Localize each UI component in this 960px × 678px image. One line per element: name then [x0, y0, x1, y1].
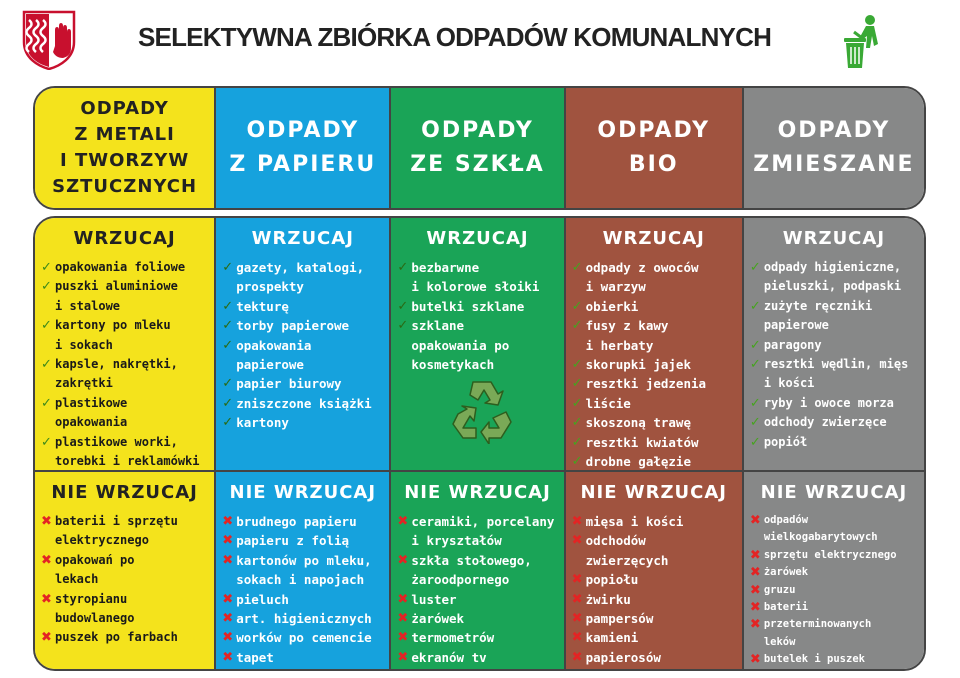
cross-icon: ✖ [571, 649, 583, 665]
forbidden-list [744, 512, 924, 669]
forbidden-item [220, 648, 387, 667]
allowed-item [570, 452, 740, 471]
check-icon: ✓ [222, 298, 234, 314]
recycling-bin-icon [840, 14, 888, 70]
allowed-item [570, 258, 740, 297]
cross-icon: ✖ [749, 600, 761, 616]
cross-icon: ✖ [749, 547, 761, 563]
item-text: opakowań po lekach [55, 552, 135, 587]
allowed-heading: WRZUCAJ [251, 228, 354, 249]
forbidden-section [566, 470, 742, 669]
category-szklo [391, 88, 565, 208]
forbidden-heading: NIE WRZUCAJ [580, 482, 727, 503]
category-title: ODPADY ZE SZKŁA [410, 118, 545, 177]
allowed-item [748, 258, 922, 297]
rules-panel [33, 216, 926, 671]
forbidden-section [744, 470, 924, 669]
item-text: worków po cemencie [236, 630, 372, 646]
check-icon: ✓ [222, 337, 234, 353]
check-icon: ✓ [222, 415, 234, 431]
check-icon: ✓ [571, 318, 583, 334]
item-text: odchodów zwierzęcych [585, 533, 669, 568]
municipal-crest-icon [22, 10, 76, 70]
item-text: baterii [763, 601, 809, 614]
check-icon: ✓ [749, 415, 761, 431]
check-icon: ✓ [397, 260, 409, 275]
forbidden-item [220, 531, 387, 550]
item-text: ceramiki, porcelany i kryształów [411, 514, 555, 549]
item-text: papierosów [585, 649, 661, 665]
allowed-item [748, 394, 922, 413]
item-text: żwirku [585, 591, 631, 607]
allowed-item [220, 258, 387, 297]
forbidden-section [35, 470, 214, 669]
cross-icon: ✖ [222, 611, 234, 627]
forbidden-item [748, 651, 922, 668]
cross-icon: ✖ [222, 514, 234, 529]
allowed-item [395, 316, 561, 374]
item-text: kartony [236, 415, 289, 431]
allowed-item [570, 433, 740, 452]
allowed-item [39, 355, 212, 394]
cross-icon: ✖ [222, 533, 234, 549]
check-icon: ✓ [397, 318, 409, 334]
cross-icon: ✖ [571, 572, 583, 588]
item-text: żarówek [411, 611, 465, 627]
forbidden-item [395, 628, 561, 647]
forbidden-item [570, 512, 740, 531]
allowed-list [35, 258, 214, 471]
item-text: brudnego papieru [236, 514, 357, 529]
check-icon: ✓ [41, 357, 52, 373]
allowed-item [220, 316, 387, 335]
cross-icon: ✖ [222, 591, 234, 607]
cross-icon: ✖ [397, 611, 409, 627]
item-text: papieru z folią [236, 533, 350, 549]
item-text: plastikowe opakowania [55, 395, 128, 430]
item-text: resztki jedzenia [585, 376, 707, 392]
check-icon: ✓ [41, 434, 52, 450]
forbidden-item [220, 512, 387, 531]
allowed-item [39, 316, 212, 355]
check-icon: ✓ [571, 376, 583, 392]
allowed-item [395, 258, 561, 297]
forbidden-item [395, 551, 561, 590]
item-text: resztki wędlin, mięs i kości [763, 357, 909, 391]
cross-icon: ✖ [749, 617, 761, 633]
item-text: butelek i puszek [763, 653, 865, 666]
forbidden-item [39, 590, 212, 629]
forbidden-item [570, 590, 740, 609]
item-text: ryby i owoce morza [763, 395, 894, 410]
allowed-section [391, 218, 563, 470]
forbidden-item [220, 590, 387, 609]
item-text: bezbarwne i kolorowe słoiki [411, 260, 540, 295]
item-text: pieluch [236, 591, 289, 607]
allowed-item [220, 394, 387, 413]
allowed-item [220, 336, 387, 375]
check-icon: ✓ [222, 395, 234, 411]
check-icon: ✓ [571, 260, 583, 275]
allowed-list [744, 258, 924, 452]
allowed-item [220, 374, 387, 393]
allowed-section [35, 218, 214, 470]
item-text: tekturę [236, 298, 289, 314]
cross-icon: ✖ [571, 611, 583, 627]
category-title: ODPADY BIO [597, 118, 711, 177]
item-text: torby papierowe [236, 318, 350, 334]
item-text: odpady z owoców i warzyw [585, 260, 699, 295]
item-text: paragony [763, 337, 822, 352]
cross-icon: ✖ [397, 630, 409, 646]
forbidden-item [748, 547, 922, 564]
cross-icon: ✖ [41, 630, 52, 646]
item-text: obierki [585, 298, 639, 314]
forbidden-item [570, 531, 740, 570]
forbidden-item [748, 512, 922, 547]
check-icon: ✓ [571, 434, 583, 450]
item-text: kartonów po mleku, sokach i napojach [236, 552, 372, 588]
item-text: kamieni [585, 630, 639, 646]
category-papier [216, 88, 391, 208]
category-bio [566, 88, 744, 208]
forbidden-item [748, 564, 922, 581]
forbidden-item [39, 628, 212, 647]
check-icon: ✓ [749, 434, 761, 450]
check-icon: ✓ [749, 395, 761, 411]
item-text: fusy z kawy i herbaty [585, 318, 669, 353]
forbidden-list [391, 512, 563, 667]
forbidden-heading: NIE WRZUCAJ [51, 482, 198, 503]
category-title: ODPADY Z PAPIERU [229, 118, 377, 177]
allowed-item [39, 394, 212, 433]
allowed-item [39, 433, 212, 472]
forbidden-item [570, 648, 740, 667]
forbidden-item [748, 582, 922, 599]
forbidden-item [570, 570, 740, 589]
allowed-heading: WRZUCAJ [602, 228, 705, 249]
check-icon: ✓ [749, 357, 761, 373]
recycle-symbol-icon [451, 378, 513, 444]
item-text: skorupki jajek [585, 357, 691, 373]
forbidden-item [220, 551, 387, 590]
allowed-item [220, 297, 387, 316]
item-text: termometrów [411, 630, 495, 646]
item-text: tapet [236, 649, 274, 665]
check-icon: ✓ [41, 279, 52, 295]
item-text: gruzu [763, 583, 796, 596]
allowed-item [570, 394, 740, 413]
item-text: popiołu [585, 572, 639, 588]
item-text: styropianu budowlanego [55, 591, 135, 626]
rules-column-szklo [391, 218, 565, 669]
cross-icon: ✖ [222, 630, 234, 646]
item-text: gazety, katalogi, prospekty [236, 260, 365, 295]
check-icon: ✓ [222, 318, 234, 334]
allowed-item [570, 297, 740, 316]
cross-icon: ✖ [222, 649, 234, 665]
item-text: zniszczone książki [236, 395, 372, 411]
allowed-item [570, 316, 740, 355]
cross-icon: ✖ [397, 649, 409, 665]
item-text: kapsle, nakrętki, zakrętki [55, 357, 178, 391]
item-text: art. higienicznych [236, 611, 372, 627]
item-text: liście [585, 395, 631, 411]
cross-icon: ✖ [41, 591, 52, 607]
cross-icon: ✖ [749, 652, 761, 668]
forbidden-heading: NIE WRZUCAJ [229, 482, 377, 503]
check-icon: ✓ [749, 260, 761, 275]
forbidden-list [35, 512, 214, 648]
check-icon: ✓ [41, 395, 52, 411]
rules-column-papier [216, 218, 391, 669]
item-text: kartony po mleku i sokach [55, 318, 171, 352]
header [0, 0, 960, 80]
check-icon: ✓ [571, 415, 583, 431]
forbidden-item [570, 628, 740, 647]
forbidden-section [391, 470, 563, 669]
item-text: ekranów tv [411, 649, 487, 665]
category-title: ODPADY ZMIESZANE [753, 118, 915, 177]
cross-icon: ✖ [749, 582, 761, 598]
allowed-item [748, 336, 922, 355]
cross-icon: ✖ [397, 552, 409, 568]
check-icon: ✓ [222, 376, 234, 392]
allowed-item [39, 258, 212, 277]
cross-icon: ✖ [41, 514, 52, 529]
item-text: opakowania foliowe [55, 260, 186, 274]
forbidden-item [395, 609, 561, 628]
check-icon: ✓ [41, 318, 52, 334]
allowed-item [748, 433, 922, 452]
forbidden-list [216, 512, 389, 667]
item-text: odpadów wielkogabarytowych [763, 514, 878, 544]
check-icon: ✓ [222, 260, 234, 275]
forbidden-item [220, 609, 387, 628]
cross-icon: ✖ [571, 533, 583, 549]
allowed-item [220, 413, 387, 432]
item-text: zużyte ręczniki papierowe [763, 298, 873, 333]
forbidden-item [748, 616, 922, 651]
allowed-list [566, 258, 742, 471]
check-icon: ✓ [571, 298, 583, 314]
check-icon: ✓ [749, 337, 761, 353]
cross-icon: ✖ [749, 513, 761, 528]
item-text: odchody zwierzęce [763, 415, 887, 430]
item-text: papier biurowy [236, 376, 342, 392]
item-text: butelki szklane [411, 298, 525, 314]
item-text: baterii i sprzętu elektrycznego [55, 514, 178, 548]
forbidden-item [748, 599, 922, 616]
allowed-heading: WRZUCAJ [426, 228, 529, 249]
item-text: skoszoną trawę [585, 415, 691, 431]
allowed-heading: WRZUCAJ [73, 228, 176, 249]
allowed-section [216, 218, 389, 470]
forbidden-item [395, 648, 561, 667]
allowed-list [391, 258, 563, 374]
allowed-list [216, 258, 389, 433]
item-text: odpady higieniczne, pieluszki, podpaski [763, 260, 902, 294]
rules-column-bio [566, 218, 744, 669]
item-text: resztki kwiatów [585, 434, 699, 450]
forbidden-item [570, 609, 740, 628]
item-text: sprzętu elektrycznego [763, 548, 897, 561]
check-icon: ✓ [571, 395, 583, 411]
cross-icon: ✖ [222, 552, 234, 568]
item-text: puszek po farbach [55, 630, 178, 645]
category-metale [35, 88, 216, 208]
allowed-item [570, 355, 740, 374]
check-icon: ✓ [571, 357, 583, 373]
forbidden-heading: NIE WRZUCAJ [404, 482, 551, 503]
forbidden-item [39, 551, 212, 590]
allowed-heading: WRZUCAJ [782, 228, 886, 249]
item-text: popiół [763, 434, 808, 449]
cross-icon: ✖ [571, 514, 583, 529]
item-text: puszki aluminiowe i stalowe [55, 279, 178, 313]
category-header-panel [33, 86, 926, 210]
allowed-item [570, 413, 740, 432]
allowed-item [395, 297, 561, 316]
item-text: szkła stołowego, żaroodpornego [411, 552, 532, 588]
item-text: żarówek [763, 566, 809, 579]
cross-icon: ✖ [571, 591, 583, 607]
allowed-item [748, 413, 922, 432]
forbidden-heading: NIE WRZUCAJ [760, 482, 908, 503]
item-text: mięsa i kości [585, 514, 684, 529]
allowed-item [570, 374, 740, 393]
forbidden-item [395, 590, 561, 609]
cross-icon: ✖ [397, 591, 409, 607]
forbidden-item [395, 512, 561, 551]
forbidden-list [566, 512, 742, 667]
rules-column-metale [35, 218, 216, 669]
allowed-section [566, 218, 742, 470]
cross-icon: ✖ [571, 630, 583, 646]
allowed-item [39, 277, 212, 316]
category-title: ODPADY Z METALI I TWORZYW SZTUCZNYCH [52, 98, 198, 197]
forbidden-section [216, 470, 389, 669]
allowed-item [748, 297, 922, 336]
page-title: SELEKTYWNA ZBIÓRKA ODPADÓW KOMUNALNYCH [138, 22, 772, 52]
item-text: opakowania papierowe [236, 337, 312, 373]
item-text: drobne gałęzie [585, 454, 691, 470]
forbidden-item [220, 628, 387, 647]
check-icon: ✓ [571, 454, 583, 470]
item-text: pampersów [585, 611, 654, 627]
cross-icon: ✖ [749, 565, 761, 581]
item-text: plastikowe worki, torebki i reklamówki [55, 434, 200, 469]
cross-icon: ✖ [397, 514, 409, 529]
rules-column-zmieszane [744, 218, 924, 669]
check-icon: ✓ [749, 298, 761, 314]
category-zmieszane [744, 88, 924, 208]
item-text: szklane opakowania po kosmetykach [411, 318, 510, 373]
item-text: przeterminowanych leków [763, 618, 872, 648]
check-icon: ✓ [41, 260, 52, 275]
forbidden-item [39, 512, 212, 551]
item-text: luster [411, 591, 457, 607]
cross-icon: ✖ [41, 552, 52, 568]
allowed-item [748, 355, 922, 394]
allowed-section [744, 218, 924, 470]
check-icon: ✓ [397, 298, 409, 314]
